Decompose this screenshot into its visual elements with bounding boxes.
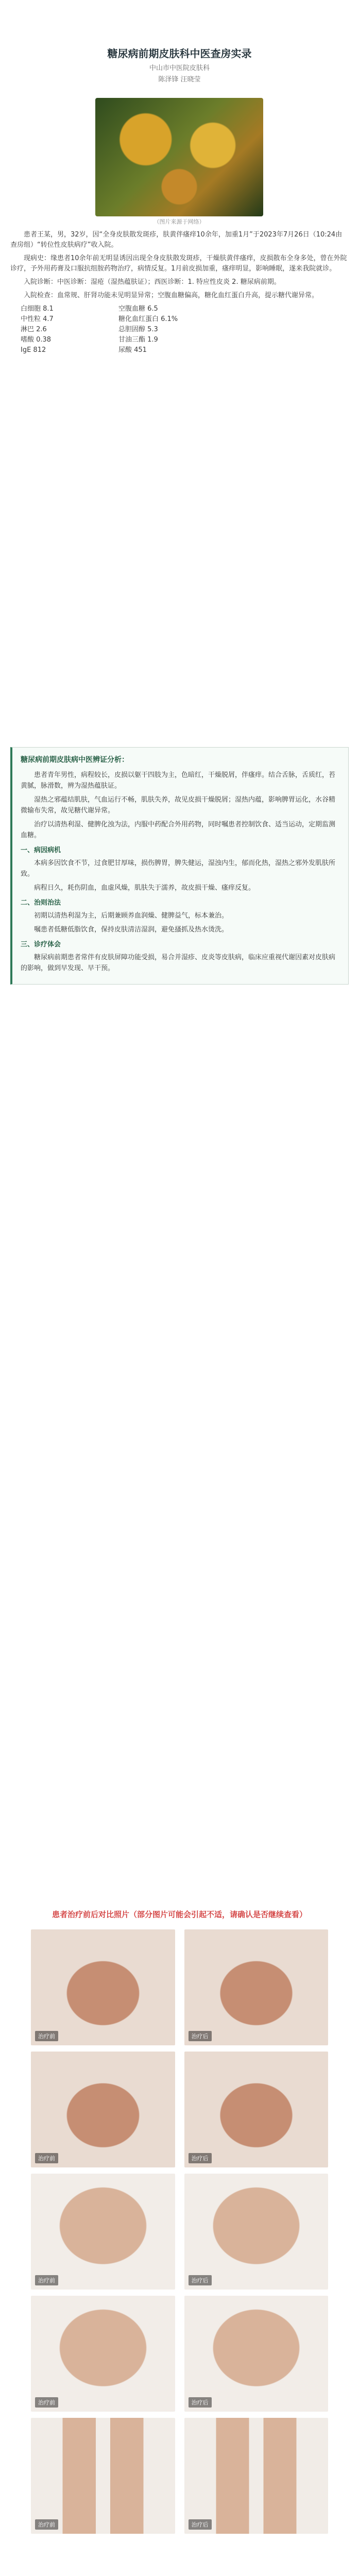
photo-tag: 治疗后 <box>189 2275 212 2285</box>
analysis-paragraph: 本病多因饮食不节，过食肥甘厚味，损伤脾胃，脾失健运，湿浊内生，郁而化热，湿热之邪外发肌肤所致。 <box>21 859 336 878</box>
lab-row: 淋巴 2.6 总胆固醇 5.3 <box>21 326 158 333</box>
lab-row: IgE 812 尿酸 451 <box>21 346 147 354</box>
analysis-paragraph: 初期以清热利湿为主，后期兼顾养血润燥、健脾益气，标本兼治。 <box>34 912 229 920</box>
photo-tag: 治疗后 <box>189 2519 212 2530</box>
before-after-photo[interactable] <box>31 1929 175 2045</box>
lab-row: 嗜酸 0.38 甘油三酯 1.9 <box>21 336 158 344</box>
analysis-paragraph: 嘱患者低糖低脂饮食，保持皮肤清洁湿润，避免搔抓及热水烫洗。 <box>34 926 229 934</box>
before-after-photo[interactable] <box>184 2052 329 2167</box>
before-after-photo[interactable] <box>184 1929 329 2045</box>
lab-row: 白细胞 8.1 空腹血糖 6.5 <box>21 305 158 313</box>
article-body <box>10 230 349 360</box>
analysis-paragraph: 病程日久，耗伤阴血，血虚风燥，肌肤失于濡养，故皮损干燥、瘙痒反复。 <box>34 884 255 892</box>
analysis-subheading: 一、病因病机 <box>21 846 61 854</box>
analysis-paragraph: 湿热之邪蕴结肌肤，气血运行不畅，肌肤失养，故见皮损干燥脱屑；湿热内蕴，影响脾胃运化，水谷精微输布失常，故见糖代谢异常。 <box>21 796 336 815</box>
before-after-photo[interactable] <box>184 2418 329 2534</box>
photo-tag: 治疗后 <box>189 2397 212 2408</box>
before-after-photo[interactable] <box>184 2174 329 2290</box>
photo-tag: 治疗前 <box>35 2153 58 2163</box>
article-meta <box>10 63 349 86</box>
analysis-paragraph: 治疗以清热利湿、健脾化浊为法，内服中药配合外用药物，同时嘱患者控制饮食、适当运动，定期监测血糖。 <box>21 821 336 839</box>
analysis-paragraph: 糖尿病前期患者常伴有皮肤屏障功能受损，易合并湿疹、皮炎等皮肤病，临床应重视代谢因素对皮肤病的影响，做到早发现、早干预。 <box>21 954 336 972</box>
body-paragraph: 入院诊断：中医诊断：湿疮（湿热蕴肤证）；西医诊断：1. 特应性皮炎 2. 糖尿病前期。 <box>24 278 281 286</box>
before-after-photo[interactable] <box>31 2052 175 2167</box>
before-after-photo[interactable] <box>31 2418 175 2534</box>
body-paragraph: 入院检查：血常规、肝肾功能未见明显异常；空腹血糖偏高，糖化血红蛋白升高，提示糖代谢异常。 <box>24 292 319 299</box>
body-paragraph: 现病史：缘患者10余年前无明显诱因出现全身皮肤散发斑疹，干燥肤黄伴瘙痒，皮损散布全身多处，曾在外院诊疗，予外用药膏及口服抗组胺药物治疗，病情反复。1月前皮损加重，瘙痒明显，影响睡眠，遂来我院就诊。 <box>10 255 347 273</box>
photo-tag: 治疗前 <box>35 2397 58 2408</box>
photo-tag: 治疗前 <box>35 2519 58 2530</box>
analysis-subheading: 三、诊疗体会 <box>21 941 61 948</box>
authors: 陈泽锋 汪晓莹 <box>158 76 201 83</box>
hero-image <box>95 98 263 216</box>
photo-tag: 治疗后 <box>189 2031 212 2041</box>
analysis-box <box>10 747 349 985</box>
analysis-subheading: 二、治则治法 <box>21 899 61 907</box>
before-after-photo[interactable] <box>31 2174 175 2290</box>
before-after-photo[interactable] <box>31 2296 175 2412</box>
photo-tag: 治疗前 <box>35 2275 58 2285</box>
photo-grid <box>31 1929 328 2534</box>
photo-section-title: 患者治疗前后对比照片（部分图片可能会引起不适，请确认是否继续查看） <box>52 1910 307 1919</box>
lab-row: 中性粒 4.7 糖化血红蛋白 6.1% <box>21 315 178 323</box>
analysis-paragraph: 患者青年男性，病程较长，皮损以躯干四肢为主，色暗红，干燥脱屑，伴瘙痒。结合舌脉，舌质红，苔黄腻，脉滑数，辨为湿热蕴肤证。 <box>21 771 336 790</box>
body-paragraph: 患者王某，男，32岁，因“全身皮肤散发斑疹，肤黄伴瘙痒10余年，加重1月”于2023年7月26日（10:24由查房组）“转位性皮肤病疗”收入院。 <box>10 231 343 249</box>
department: 中山市中医院皮肤科 <box>149 64 210 72</box>
hero-caption: （图片来源于网络） <box>153 218 205 225</box>
photo-tag: 治疗前 <box>35 2031 58 2041</box>
article-title: 糖尿病前期皮肤科中医查房实录 <box>107 47 252 60</box>
photo-tag: 治疗后 <box>189 2153 212 2163</box>
lab-results <box>21 304 349 355</box>
analysis-heading: 糖尿病前期皮肤病中医辨证分析： <box>21 756 129 764</box>
before-after-photo[interactable] <box>184 2296 329 2412</box>
